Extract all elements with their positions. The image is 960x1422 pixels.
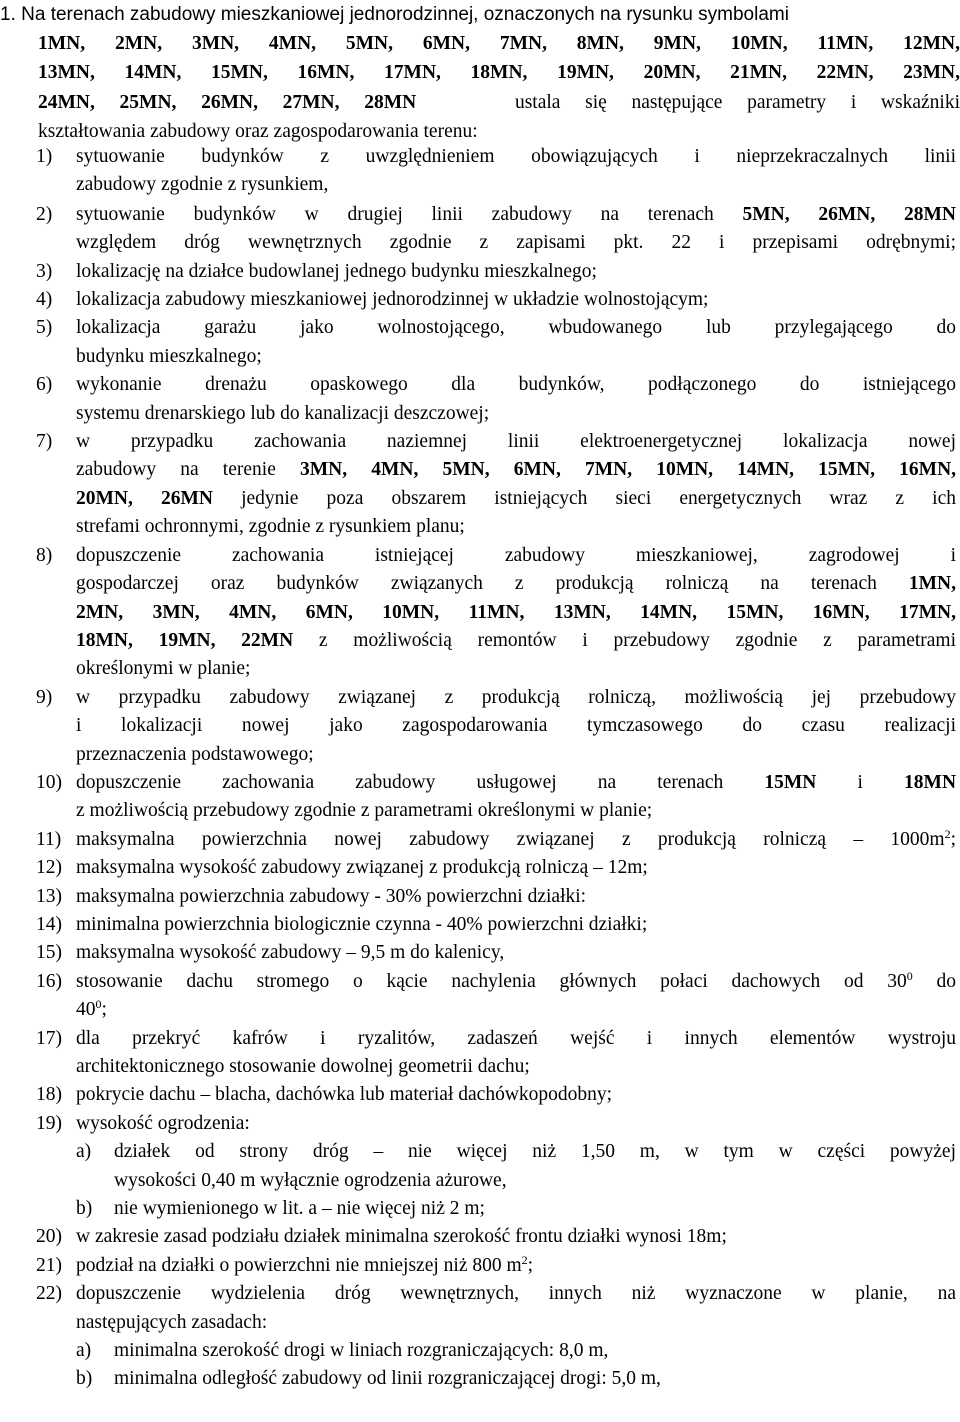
item-number: 14) <box>36 913 62 935</box>
item-number: 4) <box>36 289 53 311</box>
item-text: 18MN, 19MN, 22MN z możliwością remontów i przebudowy zgodnie z parametrami <box>76 629 956 651</box>
item-text: architektonicznego stosowanie dowolnej geometrii dachu; <box>76 1056 530 1077</box>
item-text: lokalizację na działce budowlanej jednego budynku mieszkalnego; <box>76 260 597 282</box>
sub-item-letter: b) <box>76 1368 93 1390</box>
item-text: i lokalizacji nowej jako zagospodarowania tymczasowego do czasu realizacji <box>76 715 956 737</box>
list-item <box>36 314 956 371</box>
item-text: podział na działki o powierzchni nie mniejszej niż 800 $m^2$; <box>76 1252 534 1276</box>
item-number: 21) <box>36 1254 62 1276</box>
sub-item-text: działek od strony dróg – nie więcej niż 1,50 m, w tym w części powyżej <box>114 1141 956 1163</box>
item-number: 15) <box>36 942 62 964</box>
sub-item-letter: a) <box>76 1141 92 1163</box>
list-item <box>36 201 956 258</box>
zone-symbols-line: 1MN, 2MN, 3MN, 4MN, 5MN, 6MN, 7MN, 8MN, 9MN, 10MN, 11MN, 12MN, <box>38 33 960 55</box>
list-item <box>36 854 956 882</box>
sub-item-text: minimalna szerokość drogi w liniach rozgraniczających: 8,0 m, <box>114 1340 609 1362</box>
item-number: 16) <box>36 970 62 992</box>
item-text: w przypadku zabudowy związanej z produkcją rolniczą, możliwością jej przebudowy <box>76 686 956 708</box>
item-text: następujących zasadach: <box>76 1311 268 1333</box>
item-text: dopuszczenie zachowania istniejącej zabudowy mieszkaniowej, zagrodowej i <box>76 544 956 566</box>
list-item <box>36 883 956 911</box>
item-number: 7) <box>36 431 53 453</box>
item-text: $40^0$; <box>76 997 107 1021</box>
item-text: zabudowy zgodnie z rysunkiem, <box>76 174 329 196</box>
item-text: względem dróg wewnętrznych zgodnie z zapisami pkt. 22 i przepisami odrębnymi; <box>76 232 956 254</box>
item-number: 6) <box>36 374 53 396</box>
list-item <box>36 1280 956 1394</box>
item-text: pokrycie dachu – blacha, dachówka lub materiał dachówkopodobny; <box>76 1084 613 1106</box>
sub-item-text: nie wymienionego w lit. a – nie więcej niż 2 m; <box>114 1198 485 1220</box>
item-text: przeznaczenia podstawowego; <box>76 743 314 765</box>
zone-symbols-line: 13MN, 14MN, 15MN, 16MN, 17MN, 18MN, 19MN, 20MN, 21MN, 22MN, 23MN, <box>38 62 960 84</box>
item-text: maksymalna powierzchnia zabudowy - 30% powierzchni działki: <box>76 885 587 907</box>
sub-item <box>76 1365 956 1393</box>
list-item <box>36 371 956 428</box>
item-text: stosowanie dachu stromego o kącie nachylenia głównych połaci dachowych od $30^0$ do <box>76 968 956 992</box>
sub-item <box>76 1195 956 1223</box>
item-text: 20MN, 26MN jedynie poza obszarem istniejących sieci energetycznych wraz z ich <box>76 487 956 509</box>
item-text: dopuszczenie zachowania zabudowy usługowej na terenach 15MN i 18MN <box>76 771 957 793</box>
sub-item <box>76 1337 956 1365</box>
item-text: gospodarczej oraz budynków związanych z produkcją rolniczą na terenach 1MN, <box>76 573 957 595</box>
intro-text: Na terenach zabudowy mieszkaniowej jednorodzinnej, oznaczonych na rysunku symbolami <box>21 4 789 25</box>
sub-item <box>76 1138 956 1195</box>
item-text: wysokość ogrodzenia: <box>76 1112 250 1134</box>
item-number: 10) <box>36 771 62 793</box>
item-text: minimalna powierzchnia biologicznie czynna - 40% powierzchni działki; <box>76 913 648 935</box>
item-text: z możliwością przebudowy zgodnie z parametrami określonymi w planie; <box>76 800 653 822</box>
item-number: 9) <box>36 686 53 708</box>
item-number: 19) <box>36 1112 62 1134</box>
item-text: zabudowy na terenie 3MN, 4MN, 5MN, 6MN, 7MN, 10MN, 14MN, 15MN, 16MN, <box>76 459 957 481</box>
intro-first-line <box>0 0 960 29</box>
sub-item-letter: a) <box>76 1340 92 1362</box>
item-number: 18) <box>36 1084 62 1106</box>
parameters-list <box>36 143 956 1394</box>
item-text: maksymalna powierzchnia nowej zabudowy związanej z produkcją rolniczą – $1000m^2$; <box>76 826 956 850</box>
item-text: sytuowanie budynków w drugiej linii zabudowy na terenach 5MN, 26MN, 28MN <box>76 203 957 225</box>
list-item <box>36 258 956 286</box>
list-item <box>36 968 956 1025</box>
item-text: sytuowanie budynków z uwzględnieniem obowiązujących i nieprzekraczalnych linii <box>76 146 956 167</box>
list-item <box>36 911 956 939</box>
item-text: maksymalna wysokość zabudowy – 9,5 m do kalenicy, <box>76 942 505 964</box>
list-item <box>36 143 956 200</box>
list-item <box>36 939 956 967</box>
list-item <box>36 542 956 684</box>
item-number: 11) <box>36 828 62 850</box>
list-item <box>36 1081 956 1109</box>
item-text: lokalizacja garażu jako wolnostojącego, wbudowanego lub przylegającego do <box>76 317 956 339</box>
intro-text: kształtowania zabudowy oraz zagospodarowania terenu: <box>38 120 478 142</box>
item-number: 20) <box>36 1226 62 1248</box>
item-text: wykonanie drenażu opaskowego dla budynków, podłączonego do istniejącego <box>76 374 956 396</box>
item-text: 2MN, 3MN, 4MN, 6MN, 10MN, 11MN, 13MN, 14MN, 15MN, 16MN, 17MN, <box>76 601 956 623</box>
list-item <box>36 1252 956 1280</box>
list-item <box>36 1223 956 1251</box>
item-text: dla przekryć kafrów i ryzalitów, zadaszeń wejść i innych elementów wystroju <box>76 1027 956 1049</box>
item-text: maksymalna wysokość zabudowy związanej z produkcją rolniczą – 12m; <box>76 857 648 879</box>
item-number: 3) <box>36 260 53 282</box>
sub-item-text: minimalna odległość zabudowy od linii rozgraniczającej drogi: 5,0 m, <box>114 1368 661 1390</box>
item-text: dopuszczenie wydzielenia dróg wewnętrznych, innych niż wyznaczone w planie, na <box>76 1283 956 1305</box>
item-number: 17) <box>36 1027 62 1049</box>
list-item <box>36 684 956 769</box>
sub-item-text: wysokości 0,40 m wyłącznie ogrodzenia ażurowe, <box>114 1169 507 1191</box>
item-text: w zakresie zasad podziału działek minimalna szerokość frontu działki wynosi 18m; <box>76 1226 727 1248</box>
item-number: 13) <box>36 885 62 907</box>
item-number: 22) <box>36 1283 62 1305</box>
list-item <box>36 769 956 826</box>
list-item <box>36 1025 956 1082</box>
item-number: 8) <box>36 544 53 566</box>
item-number: 5) <box>36 317 53 339</box>
item-number: 1) <box>36 146 53 167</box>
list-item <box>36 428 956 542</box>
list-item <box>36 1110 956 1224</box>
item-text: strefami ochronnymi, zgodnie z rysunkiem planu; <box>76 516 465 538</box>
item-text: systemu drenarskiego lub do kanalizacji deszczowej; <box>76 402 490 424</box>
item-number: 12) <box>36 857 62 879</box>
list-item <box>36 826 956 854</box>
sub-item-letter: b) <box>76 1198 93 1220</box>
list-item <box>36 286 956 314</box>
item-text: określonymi w planie; <box>76 658 251 680</box>
item-number: 2) <box>36 203 53 225</box>
item-text: lokalizacja zabudowy mieszkaniowej jednorodzinnej w układzie wolnostojącym; <box>76 289 709 311</box>
item-text: budynku mieszkalnego; <box>76 345 262 367</box>
zone-symbols-line: 24MN, 25MN, 26MN, 27MN, 28MN ustala się następujące parametry i wskaźniki <box>38 91 960 113</box>
item-text: w przypadku zachowania naziemnej linii elektroenergetycznej lokalizacja nowej <box>76 431 956 453</box>
section-number: 1. <box>0 4 16 25</box>
section-1-intro <box>0 0 960 146</box>
